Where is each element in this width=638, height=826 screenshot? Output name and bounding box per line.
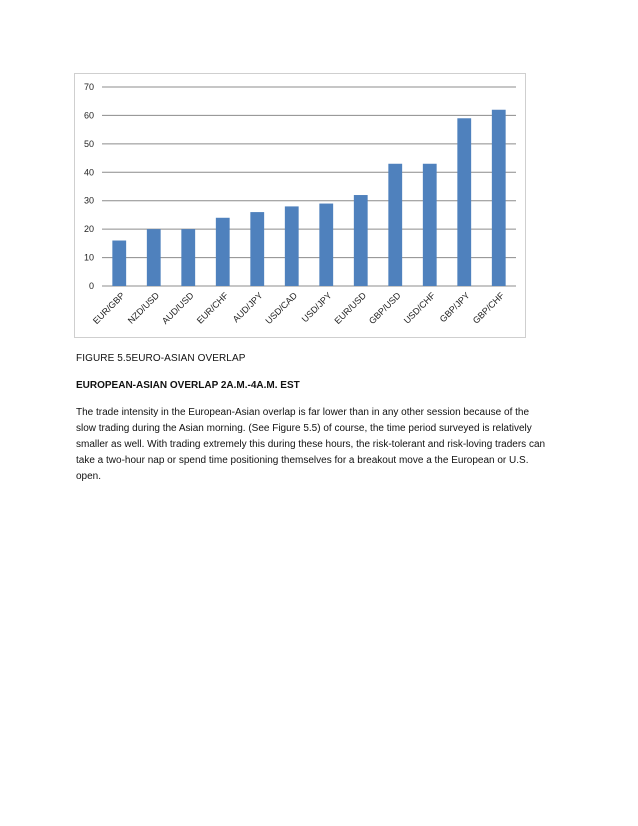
x-tick-label: USD/JPY bbox=[299, 290, 334, 325]
bar bbox=[457, 118, 471, 286]
bar bbox=[319, 204, 333, 286]
chart-canvas bbox=[75, 74, 525, 337]
y-tick-label: 0 bbox=[88, 281, 94, 291]
bar bbox=[181, 229, 195, 286]
bar bbox=[423, 164, 437, 286]
bar bbox=[388, 164, 402, 286]
bar bbox=[216, 218, 230, 286]
bar bbox=[250, 212, 264, 286]
x-tick-label: USD/CHF bbox=[401, 290, 438, 326]
y-tick-label: 20 bbox=[83, 224, 94, 235]
bar bbox=[147, 229, 161, 286]
bar bbox=[112, 241, 126, 286]
x-tick-label: GBP/JPY bbox=[437, 290, 472, 325]
x-tick-label: GBP/USD bbox=[366, 290, 403, 327]
bar-chart bbox=[74, 73, 526, 338]
y-tick-label: 60 bbox=[83, 110, 94, 121]
body-paragraph: The trade intensity in the European-Asian overlap is far lower than in any other session because of the slow trading during the Asian morning. (See Figure 5.5) of course, the time period surveyed is relatively smaller as well. With trading extremely this during these hours, the risk-tolerant and risk-loving traders can take a two-hour nap or spend time positioning themselves for a breakout move a the European or U.S. open. bbox=[76, 407, 546, 482]
bar bbox=[492, 110, 506, 286]
y-tick-label: 70 bbox=[83, 82, 94, 92]
x-tick-label: GBP/CHF bbox=[470, 290, 507, 326]
y-tick-label: 10 bbox=[83, 252, 94, 263]
bar bbox=[354, 195, 368, 286]
x-tick-label: AUD/JPY bbox=[230, 290, 265, 325]
figure-caption: FIGURE 5.5EURO-ASIAN OVERLAP bbox=[76, 353, 246, 364]
bar bbox=[285, 206, 299, 286]
x-tick-label: EUR/CHF bbox=[194, 290, 231, 326]
x-tick-label: USD/CAD bbox=[263, 290, 300, 327]
x-tick-label: EUR/USD bbox=[332, 290, 369, 327]
y-tick-label: 50 bbox=[83, 138, 94, 149]
x-tick-label: EUR/GBP bbox=[90, 290, 127, 327]
section-heading: EUROPEAN-ASIAN OVERLAP 2A.M.-4A.M. EST bbox=[76, 380, 300, 391]
x-tick-label: NZD/USD bbox=[125, 290, 162, 326]
y-tick-label: 40 bbox=[83, 167, 94, 178]
y-tick-label: 30 bbox=[83, 195, 94, 206]
x-tick-label: AUD/USD bbox=[159, 290, 196, 327]
